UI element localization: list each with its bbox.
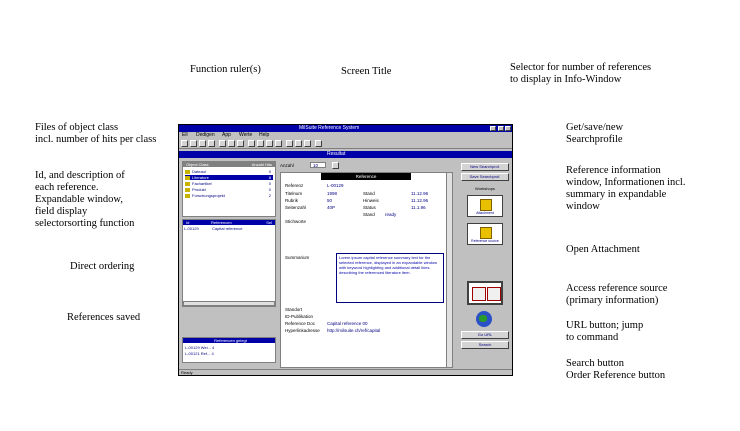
toolbar-cut-icon[interactable] xyxy=(219,140,226,147)
search-button[interactable]: Search xyxy=(461,341,509,349)
annotation-url-button: URL button; jump to command xyxy=(566,320,644,343)
field-label: Reference Doc xyxy=(285,321,316,326)
reference-info-panel xyxy=(280,161,453,369)
field-label: Stand xyxy=(363,191,375,196)
ref-header-sel: Sel xyxy=(266,220,272,225)
screen-title-bar xyxy=(179,151,512,158)
toolbar-paste-icon[interactable] xyxy=(237,140,244,147)
class-row[interactable] xyxy=(185,187,273,192)
saved-row[interactable]: L-00121 Ref... 4 xyxy=(185,351,214,356)
menu-bar xyxy=(179,132,512,139)
annotation-direct-ordering: Direct ordering xyxy=(70,261,135,272)
class-count: 0 xyxy=(268,181,271,186)
field-label: Rubrik xyxy=(285,198,299,203)
book-icon xyxy=(472,287,486,301)
class-row[interactable] xyxy=(185,169,273,174)
count-selector-row xyxy=(280,161,453,170)
field-value[interactable]: http://milsuite.ch/ref/capital xyxy=(327,328,381,333)
annotation-selector: Selector for number of references to display in Info-Window xyxy=(510,62,652,85)
folder-icon xyxy=(185,176,190,180)
url-globe-icon[interactable] xyxy=(476,311,492,327)
annotation-access-source: Access reference source (primary information) xyxy=(566,283,668,306)
class-name: Dateaul xyxy=(192,169,206,174)
class-name: Produkt xyxy=(192,187,206,192)
reference-source-button[interactable] xyxy=(467,223,503,245)
toolbar-print-icon[interactable] xyxy=(208,140,215,147)
field-value[interactable]: Capital reference 00 xyxy=(327,321,368,326)
attachment-icon xyxy=(480,199,492,211)
menu-file[interactable]: Ell xyxy=(182,132,188,138)
action-panel xyxy=(461,161,511,371)
function-ruler xyxy=(179,139,512,149)
annotation-getsave: Get/save/new Searchprofile xyxy=(566,122,624,145)
class-count: 8 xyxy=(268,175,271,180)
field-label: Standort xyxy=(285,307,303,312)
toolbar-copy-icon[interactable] xyxy=(228,140,235,147)
minimize-button[interactable] xyxy=(490,126,496,131)
screen-title: Resultat xyxy=(327,151,346,157)
reference-source-label: Reference source xyxy=(471,239,499,243)
maximize-button[interactable] xyxy=(498,126,504,131)
annotation-files: Files of object class incl. number of hits per class xyxy=(35,122,157,145)
book-page-icon xyxy=(487,287,501,301)
saved-references xyxy=(182,337,276,363)
menu-help[interactable]: Help xyxy=(259,132,270,138)
menu-edit[interactable]: Dedigen xyxy=(196,132,215,138)
toolbar-first-icon[interactable] xyxy=(248,140,255,147)
new-searchprofile-button[interactable]: New Searchprof. xyxy=(461,163,509,171)
reference-list-header[interactable] xyxy=(183,220,275,225)
url-button[interactable]: Go URL xyxy=(461,331,509,339)
annotation-function-ruler: Function ruler(s) xyxy=(190,64,261,75)
class-header-label: Object Class xyxy=(186,162,209,167)
field-value: 11.12.96 xyxy=(411,198,429,203)
toolbar-prev-icon[interactable] xyxy=(257,140,264,147)
attachment-label: Attachment xyxy=(476,211,494,215)
annotation-refinfo: Reference information window, Informationen incl. summary in expandable window xyxy=(566,165,686,212)
count-label: Anzahl xyxy=(280,163,294,168)
globe-land-icon xyxy=(479,315,487,322)
left-panel xyxy=(182,161,276,371)
toolbar-info-icon[interactable] xyxy=(304,140,311,147)
class-count: 2 xyxy=(268,193,271,198)
status-bar: Ready xyxy=(179,369,512,375)
ref-header-desc: Referencen xyxy=(211,220,232,225)
field-value: ready xyxy=(385,212,397,217)
menu-app[interactable]: App xyxy=(222,132,231,138)
annotation-open-attachment: Open Attachment xyxy=(566,244,640,255)
class-name: Fachartikel xyxy=(192,181,212,186)
access-source-button[interactable] xyxy=(467,281,503,305)
annotation-search-button: Search button Order Reference button xyxy=(566,358,666,381)
folder-icon xyxy=(185,170,190,174)
toolbar-help-icon[interactable] xyxy=(315,140,322,147)
count-apply-button[interactable] xyxy=(332,162,339,169)
open-attachment-button[interactable] xyxy=(467,195,503,217)
toolbar-search-icon[interactable] xyxy=(286,140,293,147)
folder-icon xyxy=(185,182,190,186)
field-label: Stichworte xyxy=(285,219,307,224)
ref-desc: Capital reference xyxy=(212,226,243,231)
reference-info-scrollbar[interactable] xyxy=(446,173,452,367)
saved-row[interactable]: L-00129 Wei... 4 xyxy=(185,345,215,350)
field-label: ID-Publikation xyxy=(285,314,314,319)
count-value: 10 xyxy=(313,163,319,168)
toolbar-attach-icon[interactable] xyxy=(295,140,302,147)
class-count: 0 xyxy=(268,187,271,192)
summary-window[interactable]: Lorem ipsum capital reference summary text for the selected reference, displayed in an expandable window with keyword highlighting and additional detail lines describing the referenced literature item. xyxy=(336,253,444,303)
app-window xyxy=(178,124,513,376)
saved-header: Referencen gelegt xyxy=(183,338,275,343)
close-button[interactable] xyxy=(505,126,511,131)
count-selector[interactable] xyxy=(310,162,326,168)
ref-id: L-00129 xyxy=(184,226,199,231)
field-label: Hyperlinkadresse xyxy=(285,328,320,333)
field-value: 11.12.96 xyxy=(411,191,429,196)
field-value: L-00129 xyxy=(327,183,344,188)
reference-list xyxy=(182,219,276,307)
folder-icon xyxy=(185,188,190,192)
class-header-count: Anzahl Hits xyxy=(251,162,272,167)
annotation-references-saved: References saved xyxy=(67,312,141,323)
field-label: Seitenzahl xyxy=(285,205,307,210)
class-row[interactable] xyxy=(185,175,273,180)
class-count: 0 xyxy=(268,169,271,174)
class-name: Forschungsprojekt xyxy=(192,193,225,198)
workshops-label: Workshops xyxy=(475,186,495,191)
field-value: 50 xyxy=(327,198,333,203)
ref-header-id: Id xyxy=(186,220,190,225)
field-label: Referenz xyxy=(285,183,304,188)
window-title: MilSuite Reference System xyxy=(299,125,360,131)
field-value: 11.1.96 xyxy=(411,205,426,210)
toolbar-new-icon[interactable] xyxy=(181,140,188,147)
folder-icon xyxy=(185,194,190,198)
document-icon xyxy=(480,227,492,239)
field-label: Titelnum xyxy=(285,191,303,196)
object-class-list xyxy=(182,161,276,217)
menu-values[interactable]: Werte xyxy=(239,132,253,138)
field-label: Summarium xyxy=(285,255,310,260)
reference-row[interactable] xyxy=(184,226,274,231)
field-value: 40P xyxy=(327,205,336,210)
reference-list-scrollbar[interactable] xyxy=(183,301,275,306)
class-name: Literature xyxy=(192,175,209,180)
toolbar-save-icon[interactable] xyxy=(199,140,206,147)
field-label: Hinweis xyxy=(363,198,379,203)
toolbar-open-icon[interactable] xyxy=(190,140,197,147)
reference-header: Reference xyxy=(321,173,411,180)
annotation-screen-title: Screen Title xyxy=(341,66,392,77)
class-row[interactable] xyxy=(185,181,273,186)
class-list-header xyxy=(183,162,275,167)
field-label: Stand xyxy=(363,212,375,217)
toolbar-next-icon[interactable] xyxy=(266,140,273,147)
class-row[interactable] xyxy=(185,193,273,198)
reference-info-window xyxy=(280,172,453,368)
title-bar xyxy=(179,125,512,132)
toolbar-last-icon[interactable] xyxy=(275,140,282,147)
field-value: 1998 xyxy=(327,191,338,196)
save-searchprofile-button[interactable]: Save Searchprof. xyxy=(461,173,509,181)
field-label: Status xyxy=(363,205,376,210)
annotation-id-desc: Id, and description of each reference. Expandable window, field display selectorsorting function xyxy=(35,170,135,229)
